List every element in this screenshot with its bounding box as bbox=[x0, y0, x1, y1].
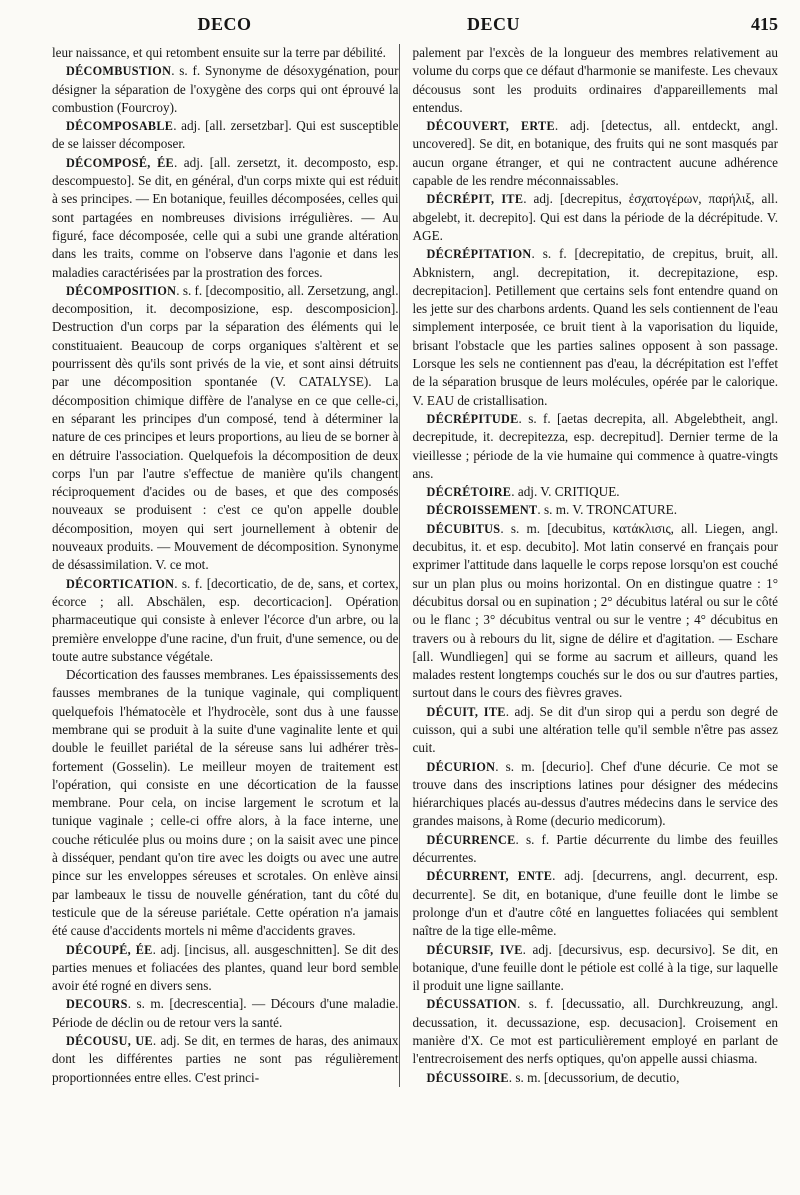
left-column bbox=[52, 44, 399, 1087]
dictionary-entry bbox=[413, 483, 778, 501]
dictionary-entry bbox=[413, 995, 778, 1068]
entry-text: . s. f. [decompositio, all. Zersetzung, angl. decomposition, it. decomposizione, esp. descomposicion]. Destruction d'un corps par la séparation des éléments qui le constituaient. Beaucoup de corps organiques s'altèrent et se pourrissent dès qu'ils sont privés de la vie, et sont ainsi détruits par une décomposition spontanée (V. CATALYSE). La décomposition chimique diffère de l'analyse en ce que celle-ci, en séparant les principes d'un composé, tend à déterminer la nature de ces principes et leurs proportions, au lieu de se borner à en détruire l'association. Quelquefois la décomposition de deux corps l'un par l'autre s'effectue de manière qu'ils changent réciproquement d'acides ou de bases, et que des composés nouveaux se produisent : c'est ce qu'on appelle double décomposition, moyen qui sert journellement à obtenir de nouveaux produits. — Mouvement de décomposition. Synonyme de désassimilation. V. ce mot. bbox=[52, 282, 399, 573]
dictionary-entry bbox=[52, 117, 399, 154]
entry-text: . adj. [incisus, all. ausgeschnitten]. Se dit des parties menues et foliacées des plantes, quand leur bord semble avoir été rogné en divers sens. bbox=[52, 941, 399, 994]
entry-text: . s. f. [decrepitatio, de crepitus, bruit, all. Abknistern, angl. decrepitation, it. decrepitazione, esp. decrepitacion]. Petillement que certains sels font entendre quand on les jette sur des charbons ardents. Quand les sels contiennent de l'eau simplement interposée, ce bruit tient à la vaporisation du liquide, brisant l'obstacle que les parties salines opposent à son passage. Lorsque les sels ne contiennent pas d'eau, la décrépitation est l'effet de la séparation brusque de leurs molécules, opérée par le calorique. V. EAU de cristallisation. bbox=[412, 246, 778, 408]
entry-headword: DÉCOMBUSTION bbox=[66, 64, 172, 79]
dictionary-entry bbox=[413, 245, 778, 410]
two-column-body bbox=[52, 44, 778, 1087]
entry-text: . adj. [decrepitus, ἐσχατογέρων, παρήλιξ, all. abgelebt, it. decrepito]. Qui est dans la période de la décrépitude. V. AGE. bbox=[412, 191, 778, 243]
entry-text: . adj. V. CRITIQUE. bbox=[511, 484, 620, 500]
entry-headword: DÉCOMPOSABLE bbox=[66, 119, 174, 134]
entry-text: . adj. [all. zersetzt, it. decomposto, esp. descompuesto]. Se dit, en général, d'un corps mixte qui est réduit à ses principes. — En botanique, feuilles décomposées, celles qui sont partagées en nombreuses divisions irrégulières. — Au figuré, face décomposée, celle qui a subi une grande altération dans les traits, comme on l'observe dans l'agonie et dans les maladies caractérisées par la prostration des forces. bbox=[52, 154, 399, 280]
running-head-right-word: DECU bbox=[467, 14, 521, 34]
column-divider bbox=[399, 44, 400, 1087]
entry-text: . s. m. [decurio]. Chef d'une décurie. Ce mot se trouve dans des inscriptions latines pour désigner des médecins hiérarchiques placés au-dessus d'autres médecins dans le service des grandes maisons, à Rome (decurio medicorum). bbox=[412, 758, 778, 829]
entry-headword: DÉCOUSU, UE bbox=[66, 1034, 153, 1049]
entry-headword: DÉCUSSOIRE bbox=[426, 1070, 509, 1085]
entry-headword: DÉCROISSEMENT bbox=[426, 503, 538, 518]
entry-text: . adj. [detectus, all. entdeckt, angl. uncovered]. Se dit, en botanique, des fruits qui ne sont masqués par aucun organe étranger, et qui ne contractent aucune adhérence capable de les rendre méconnaissables. bbox=[412, 118, 778, 189]
entry-headword: DÉCOUPÉ, ÉE bbox=[66, 942, 153, 957]
entry-headword: DÉCUIT, ITE bbox=[426, 704, 506, 719]
entry-text: . s. f. Synonyme de désoxygénation, pour désigner la séparation de l'oxygène des corps qui ont éprouvé la combustion (Fourcroy). bbox=[52, 63, 399, 115]
dictionary-entry bbox=[413, 117, 778, 190]
dictionary-entry bbox=[413, 758, 778, 831]
entry-text: . adj. [decursivus, esp. decursivo]. Se dit, en botanique, d'une feuille dont le pétiole est collé à la tige, sur laquelle il produit une ligne saillante. bbox=[412, 941, 778, 994]
dictionary-entry bbox=[52, 941, 399, 996]
entry-headword: DÉCRÉPITUDE bbox=[426, 411, 519, 426]
entry-headword: DÉCRÉPIT, ITE bbox=[426, 192, 524, 207]
dictionary-entry bbox=[52, 62, 399, 117]
page-number: 415 bbox=[751, 14, 778, 34]
dictionary-entry bbox=[413, 190, 778, 245]
dictionary-entry bbox=[413, 941, 778, 996]
running-head bbox=[52, 14, 778, 44]
entry-headword: DÉCOUVERT, ERTE bbox=[426, 119, 555, 134]
entry-headword: DÉCOMPOSÉ, ÉE bbox=[66, 155, 174, 170]
entry-headword: DÉCRÉTOIRE bbox=[426, 485, 512, 500]
dictionary-entry bbox=[52, 154, 399, 282]
dictionary-entry bbox=[413, 831, 778, 868]
dictionary-entry bbox=[413, 1069, 778, 1087]
right-column bbox=[413, 44, 778, 1087]
entry-text: . adj. [decurrens, angl. decurrent, esp. decurrente]. Se dit, en botanique, d'une feuille dont le limbe se prolonge d'un et d'autre côté en languettes foliacées qui semblent naître de la tige elle-même. bbox=[412, 868, 778, 939]
entry-continuation bbox=[52, 666, 399, 940]
dictionary-entry bbox=[52, 575, 399, 666]
entry-text: . s. f. [decorticatio, de de, sans, et cortex, écorce ; all. Abschälen, esp. decorticacion]. Opération pharmaceutique qui consiste à enlever l'écorce d'un arbre, ou la première enveloppe d'une racine, d'un fruit, d'une semence, ou de toute autre substance végétale. bbox=[52, 575, 399, 664]
entry-text: palement par l'excès de la longueur des membres relativement au volume du corps que ce défaut d'harmonie se manifeste. Les chevaux décousus sont les produits ordinaires d'appareillements mal entendus. bbox=[412, 45, 778, 115]
entry-text: . adj. [all. zersetzbar]. Qui est susceptible de se laisser décomposer. bbox=[52, 118, 399, 152]
entry-text: . s. f. [decussatio, all. Durchkreuzung, angl. decussation, it. decussazione, esp. decusacion]. Croisement en manière d'X. Ce mot est particulièrement employé en parlant de l'entrecroisement des nerfs optiques, qu'on appelle aussi chiasma. bbox=[412, 996, 778, 1067]
entry-headword: DÉCURION bbox=[426, 759, 496, 774]
dictionary-entry bbox=[52, 282, 399, 575]
entry-headword: DÉCUSSATION bbox=[426, 997, 517, 1012]
entry-text: . s. f. Partie décurrente du limbe des feuilles décurrentes. bbox=[412, 831, 778, 866]
dictionary-entry bbox=[52, 1032, 399, 1087]
entry-headword: DÉCURRENCE bbox=[426, 832, 516, 847]
entry-text: . s. f. [aetas decrepita, all. Abgelebtheit, angl. decrepitude, it. decrepitezza, esp. decrepitud]. Dernier terme de la vieillesse ; période de la vie humaine qui commence à quatre-vingts ans. bbox=[412, 410, 778, 481]
entry-text: . s. m. [decubitus, κατάκλισις, all. Liegen, angl. decubitus, it. et esp. decubito]. Mot latin conservé en français pour exprimer l'attitude dans laquelle le corps repose lorsqu'on est couché sur un plan plus ou moins horizontal. On en distingue quatre : 1° décubitus dorsal ou en supination ; 2° décubitus latéral ou sur le côté ou le flanc ; 3° décubitus ventral ou sur le ventre ; 4° décubitus en travers ou à rebours du lit, signe de délire et d'agitation. — Eschare [all. Wundliegen] qui se forme au sacrum et ailleurs, quand les malades restent longtemps couchés sur le dos ou sur d'autres parties, surtout dans le cours des fièvres graves. bbox=[412, 520, 778, 701]
entry-continuation bbox=[52, 44, 399, 62]
entry-continuation bbox=[413, 44, 778, 117]
entry-headword: DÉCORTICATION bbox=[66, 576, 175, 591]
entry-text: . adj. Se dit d'un sirop qui a perdu son degré de cuisson, qui a subi une altération telle qu'il semble n'être pas assez cuit. bbox=[412, 703, 778, 756]
entry-text: . s. m. [decussorium, de decutio, bbox=[508, 1069, 680, 1085]
entry-headword: DÉCRÉPITATION bbox=[426, 247, 532, 262]
entry-text: leur naissance, et qui retombent ensuite sur la terre par débilité. bbox=[52, 45, 386, 60]
entry-headword: DÉCURSIF, IVE bbox=[426, 942, 523, 957]
entry-headword: DECOURS bbox=[66, 997, 128, 1012]
dictionary-entry bbox=[52, 995, 399, 1032]
entry-headword: DÉCURRENT, ENTE bbox=[426, 869, 553, 884]
entry-text: . s. m. [decrescentia]. — Décours d'une maladie. Période de déclin ou de retour vers la santé. bbox=[52, 996, 399, 1030]
dictionary-entry bbox=[413, 520, 778, 703]
entry-text: . adj. Se dit, en termes de haras, des animaux dont les différentes parties ne sont pas régulièrement proportionnées entre elles. C'est princi- bbox=[52, 1033, 399, 1085]
running-head-left-word: DECO bbox=[197, 14, 252, 34]
dictionary-entry bbox=[413, 703, 778, 758]
dictionary-entry bbox=[413, 501, 778, 519]
entry-headword: DÉCUBITUS bbox=[426, 521, 501, 536]
entry-text: Décortication des fausses membranes. Les épaississements des fausses membranes de la tunique vaginale, qui compliquent quelquefois l'hématocèle et l'hydrocèle, sont dus à une fausse membrane qui se produit à la suite d'une vaginalite lente et qui double le feuillet pariétal de la séreuse sans lui adhérer très-fortement (Gosselin). Le meilleur moyen de traitement est l'opération, qui consiste en une décortication de la fausse membrane. Pour cela, on incise largement le scrotum et la tunique vaginale ; celle-ci offre alors, à la face interne, une couche réticulée plus ou moins dure ; on la saisit avec une pince à disséquer, pendant qu'on tire avec les doigts ou avec une autre pince sur les enveloppes séreuses et scrotales. On enlève ainsi par lambeaux le tissu de nouvelle génération, tant du côté du testicule que de la séreuse pariétale. Cette opération n'a jamais été cause d'accidents mortels ni même d'accidents graves. bbox=[52, 667, 399, 939]
dictionary-entry bbox=[413, 410, 778, 483]
dictionary-entry bbox=[413, 867, 778, 940]
entry-headword: DÉCOMPOSITION bbox=[66, 283, 177, 298]
entry-text: . s. m. V. TRONCATURE. bbox=[537, 502, 678, 518]
